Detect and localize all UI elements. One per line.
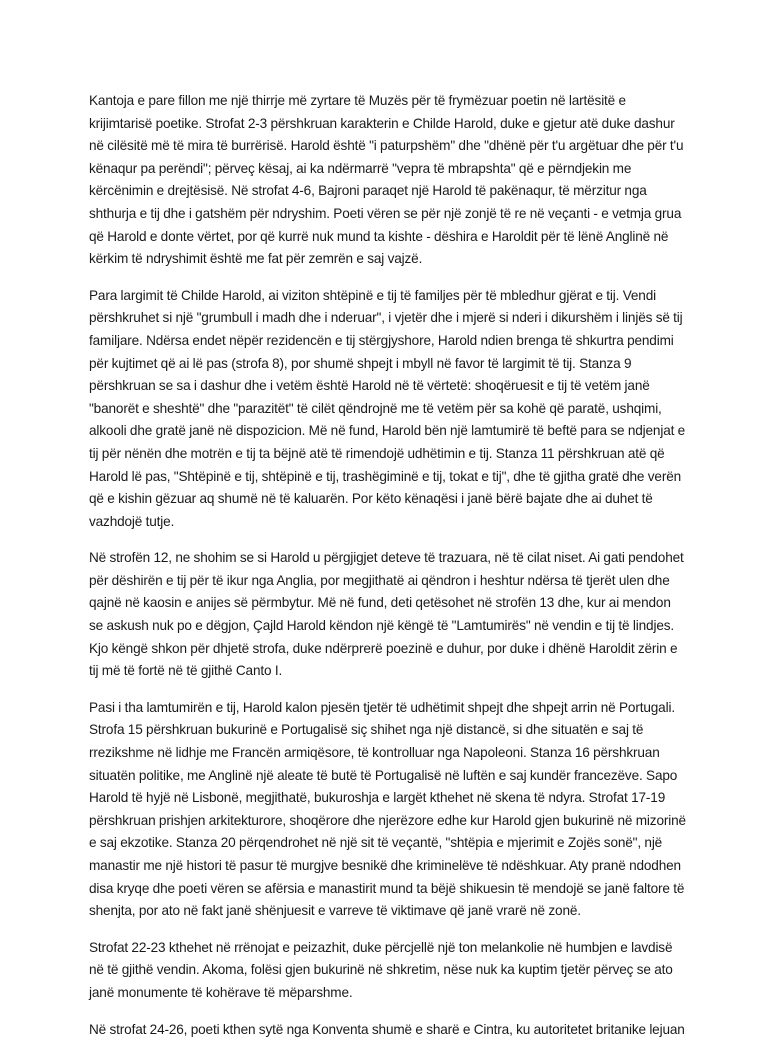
paragraph-family-home: Para largimit të Childe Harold, ai viziton shtëpinë e tij të familjes për të mbledhur gjërat e tij. Vendi përshkruhet si një "grumbull i madh dhe i nderuar", i vjetër dhe i mjerë si nderi i dikurshëm i linjës së tij familjare. Ndërsa endet nëpër rezidencën e tij stërgjyshore, Harold ndien brenga të shkurtra pendimi për kujtimet që ai lë pas (strofa 8), por shumë shpejt i mbyll në favor të largimit të tij. Stanza 9 përshkruan se sa i dashur dhe i vetëm është Harold në të vërtetë: shoqëruesit e tij të vetëm janë "banorët e sheshtë" dhe "parazitët" të cilët qëndrojnë me të vetëm për sa kohë që paratë, ushqimi, alkooli dhe gratë janë në dispozicion. Më në fund, Harold bën një lamtumirë të beftë para se ndjenjat e tij për nënën dhe motrën e tij ta bëjnë atë të rimendojë udhëtimin e tij. Stanza 11 përshkruan atë që Harold lë pas, "Shtëpinë e tij, shtëpinë e tij, trashëgiminë e tij, tokat e tij", dhe të gjitha gratë dhe verën që e kishin gëzuar aq shumë në të kaluarën. Por këto kënaqësi i janë bërë bajate dhe ai duhet të vazhdojë tutje.	[89, 287, 686, 529]
paragraph-ruins: Strofat 22-23 kthehet në rrënojat e peizazhit, duke përcjellë një ton melankolie në humbjen e lavdisë në të gjithë vendin. Akoma, folësi gjen bukurinë në shkretim, nëse nuk ka kuptim tjetër përveç se ato janë monumente të kohërave të mëparshme.	[89, 939, 673, 1000]
paragraph-canto-opening: Kantoja e pare fillon me një thirrje më zyrtare të Muzës për të frymëzuar poetin në lartësitë e krijimtarisë poetike. Strofat 2-3 përshkruan karakterin e Childe Harold, duke e gjetur atë duke dashur në cilësitë më të mira të burrërisë. Harold është "i paturpshëm" dhe "dhënë për t'u argëtuar dhe për t'u kënaqur pa perëndi"; përveç kësaj, ai ka ndërmarrë "vepra të mbrapshta" që e përndjekin me kërcënimin e drejtësisë. Në strofat 4-6, Bajroni paraqet një Harold të pakënaqur, të mërzitur nga shthurja e tij dhe i gatshëm për ndryshim. Poeti vëren se për një zonjë të re në veçanti - e vetmja grua që Harold e donte vërtet, por që kurrë nuk mund ta kishte - dëshira e Haroldit për të lënë Anglinë në kërkim të ndryshimit është me fat për zemrën e saj vajzë.	[89, 93, 684, 267]
paragraph-portugal: Pasi i tha lamtumirën e tij, Harold kalon pjesën tjetër të udhëtimit shpejt dhe shpejt arrin në Portugali. Strofa 15 përshkruan bukurinë e Portugalisë siç shihet nga një distancë, si dhe situatën e saj të rrezikshme në lidhje me Francën armiqësore, të kontrolluar nga Napoleoni. Stanza 16 përshkruan situatën politike, me Anglinë një aleate të butë të Portugalisë në luftën e saj kundër francezëve. Sapo Harold të hyjë në Lisbonë, megjithatë, bukuroshja e largët kthehet në skena të ndyra. Strofat 17-19 përshkruan prishjen arkitekturore, shoqërore dhe njerëzore edhe kur Harold gjen bukurinë në mizorinë e saj ekzotike. Stanza 20 përqendrohet në një sit të veçantë, "shtëpia e mjerimit e Zojës sonë", një manastir me një histori të pasur të murgjve besnikë dhe kriminelëve të ndëshkuar. Aty pranë ndodhen disa kryqe dhe poeti vëren se afërsia e manastirit mund ta bëjë shikuesin të mendojë se janë faltore të shenjta, por ato në fakt janë shënjuesit e varreve të viktimave që janë vrarë në zonë.	[89, 699, 686, 919]
paragraph-cintra: Në strofat 24-26, poeti kthen sytë nga Konventa shumë e sharë e Cintra, ku autoritetet britanike lejuan	[89, 1021, 685, 1037]
paragraph-farewell-song: Në strofën 12, ne shohim se si Harold u përgjigjet deteve të trazuara, në të cilat niset. Ai gati pendohet për dëshirën e tij për të ikur nga Anglia, por megjithatë ai qëndron i heshtur ndërsa të tjerët ulen dhe qajnë në kaosin e anijes së përmbytur. Më në fund, deti qetësohet në strofën 13 dhe, kur ai mendon se askush nuk po e dëgjon, Çajld Harold këndon një këngë të "Lamtumirës" në vendin e tij të lindjes. Kjo këngë shkon për dhjetë strofa, duke ndërprerë poezinë e duhur, por duke i dhënë Haroldit zërin e tij më të fortë në të gjithë Canto I.	[89, 550, 684, 679]
document-body	[89, 90, 687, 1041]
